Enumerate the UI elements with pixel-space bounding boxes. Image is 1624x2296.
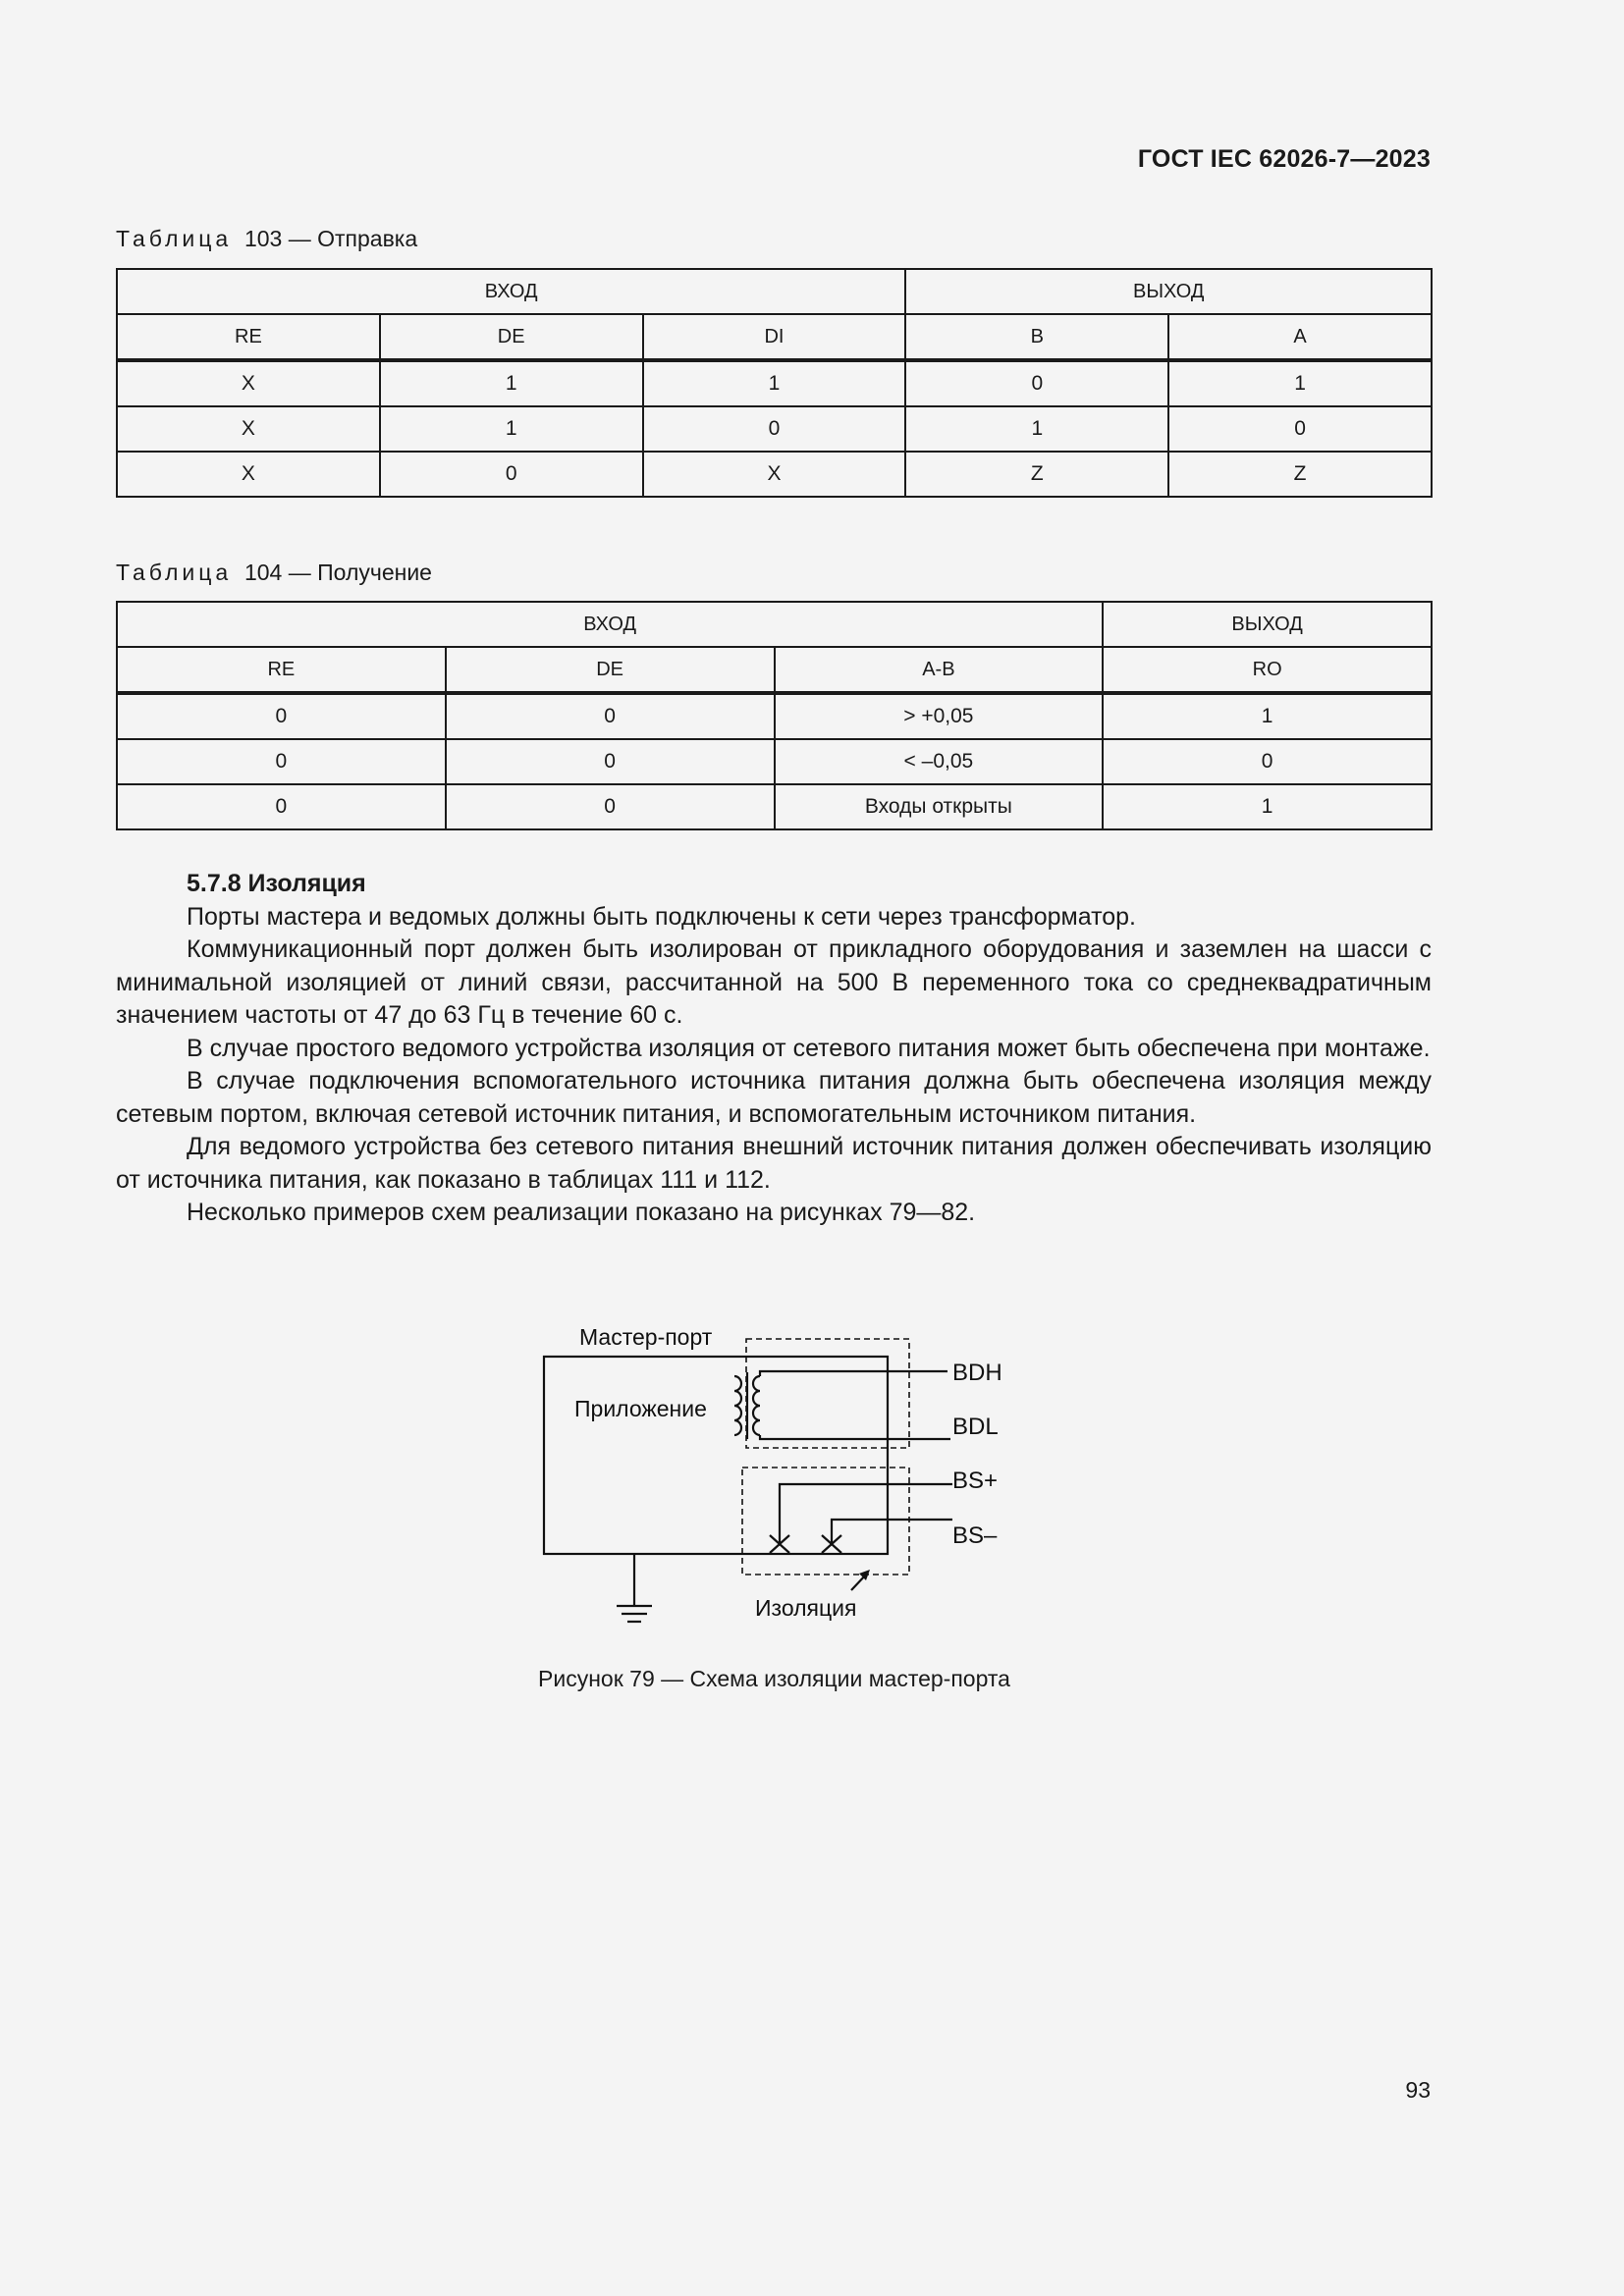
table-104-header-row (117, 647, 1432, 693)
table-104-group-input: ВХОД (117, 602, 1103, 647)
paragraph: В случае подключения вспомогательного источника питания должна быть обеспечена изоляция между сетевым портом, включая сетевой источник питания, и вспомогательным источником питания. (116, 1067, 1432, 1128)
table-cell: Z (1168, 452, 1432, 497)
transformer-primary-coil (734, 1376, 741, 1435)
paragraph: В случае простого ведомого устройства изоляция от сетевого питания может быть обеспечена при монтаже. (187, 1034, 1431, 1062)
table-103-group-output: ВЫХОД (905, 269, 1432, 314)
table-103-col-header: DE (380, 314, 643, 360)
table-cell: 1 (643, 360, 906, 406)
table-row (117, 693, 1432, 739)
table-cell: 0 (446, 693, 775, 739)
bdh-line (760, 1371, 947, 1376)
table-103-caption-title: 103 — Отправка (244, 226, 418, 251)
table-103-group-row (117, 269, 1432, 314)
table-103-group-input: ВХОД (117, 269, 905, 314)
table-cell: < –0,05 (775, 739, 1104, 784)
table-cell: 0 (117, 739, 446, 784)
table-103-col-header: A (1168, 314, 1432, 360)
bs-plus-line (780, 1484, 952, 1543)
table-cell: 1 (1168, 360, 1432, 406)
table-104-col-header: DE (446, 647, 775, 693)
table-cell: 0 (905, 360, 1168, 406)
label-master-port: Мастер-порт (579, 1324, 713, 1350)
table-104 (116, 601, 1433, 830)
table-cell: X (117, 452, 380, 497)
table-cell: 1 (905, 406, 1168, 452)
bs-minus-inner-line (832, 1520, 888, 1543)
table-cell: 1 (380, 360, 643, 406)
paragraph: Несколько примеров схем реализации показано на рисунках 79—82. (187, 1199, 976, 1226)
table-103-header-row (117, 314, 1432, 360)
table-cell: Входы открыты (775, 784, 1104, 829)
table-103-col-header: B (905, 314, 1168, 360)
table-row (117, 406, 1432, 452)
table-104-group-row (117, 602, 1432, 647)
table-cell: 0 (380, 452, 643, 497)
paragraph: Коммуникационный порт должен быть изолирован от прикладного оборудования и заземлен на шасси с минимальной изоляцией от линий связи, рассчитанной на 500 В переменного тока со среднеквадратичным значением частоты от 47 до 63 Гц в течение 60 с. (116, 935, 1432, 1029)
table-cell: 0 (1103, 739, 1432, 784)
table-row (117, 360, 1432, 406)
paragraph: Порты мастера и ведомых должны быть подключены к сети через трансформатор. (187, 902, 1137, 931)
table-cell: 1 (380, 406, 643, 452)
table-104-col-header: RO (1103, 647, 1432, 693)
table-row (117, 784, 1432, 829)
label-bdl: BDL (952, 1414, 999, 1440)
transformer-secondary-coil (753, 1376, 760, 1435)
table-cell: X (643, 452, 906, 497)
table-row (117, 739, 1432, 784)
table-103-caption (116, 226, 417, 252)
table-103-col-header: RE (117, 314, 380, 360)
paragraph: Для ведомого устройства без сетевого питания внешний источник питания должен обеспечивать изоляцию от источника питания, как показано в таблицах 111 и 112. (116, 1133, 1432, 1194)
section-title: 5.7.8 Изоляция (187, 870, 366, 897)
table-104-caption (116, 560, 432, 586)
table-cell: Z (905, 452, 1168, 497)
table-cell: 0 (643, 406, 906, 452)
table-cell: X (117, 406, 380, 452)
bdl-line (760, 1435, 950, 1439)
table-cell: 0 (1168, 406, 1432, 452)
section-isolation (116, 868, 1432, 1230)
table-103-caption-prefix: Таблица (116, 226, 233, 251)
table-104-col-header: A-B (775, 647, 1104, 693)
figure-79-diagram (569, 1315, 1041, 1629)
table-cell: > +0,05 (775, 693, 1104, 739)
table-104-group-output: ВЫХОД (1103, 602, 1432, 647)
master-port-box (544, 1357, 888, 1554)
table-104-col-header: RE (117, 647, 446, 693)
table-cell: 0 (446, 784, 775, 829)
table-cell: 0 (117, 693, 446, 739)
table-cell: 0 (117, 784, 446, 829)
table-103-col-header: DI (643, 314, 906, 360)
label-bs-minus: BS– (952, 1522, 998, 1549)
label-isolation: Изоляция (755, 1595, 857, 1621)
table-row (117, 452, 1432, 497)
table-103 (116, 268, 1433, 498)
table-104-caption-prefix: Таблица (116, 560, 233, 585)
table-cell: X (117, 360, 380, 406)
label-application: Приложение (574, 1396, 707, 1421)
figure-79-caption: Рисунок 79 — Схема изоляции мастер-порта (538, 1666, 1010, 1691)
table-cell: 0 (446, 739, 775, 784)
table-104-caption-title: 104 — Получение (244, 560, 432, 585)
transformer-isolation-box (746, 1339, 909, 1448)
table-cell: 1 (1103, 693, 1432, 739)
label-bdh: BDH (952, 1360, 1002, 1386)
document-id: ГОСТ IEC 62026-7—2023 (1137, 145, 1431, 173)
page-number: 93 (1405, 2077, 1431, 2103)
isolation-diagram (569, 1315, 1041, 1629)
table-cell: 1 (1103, 784, 1432, 829)
label-bs-plus: BS+ (952, 1468, 999, 1494)
